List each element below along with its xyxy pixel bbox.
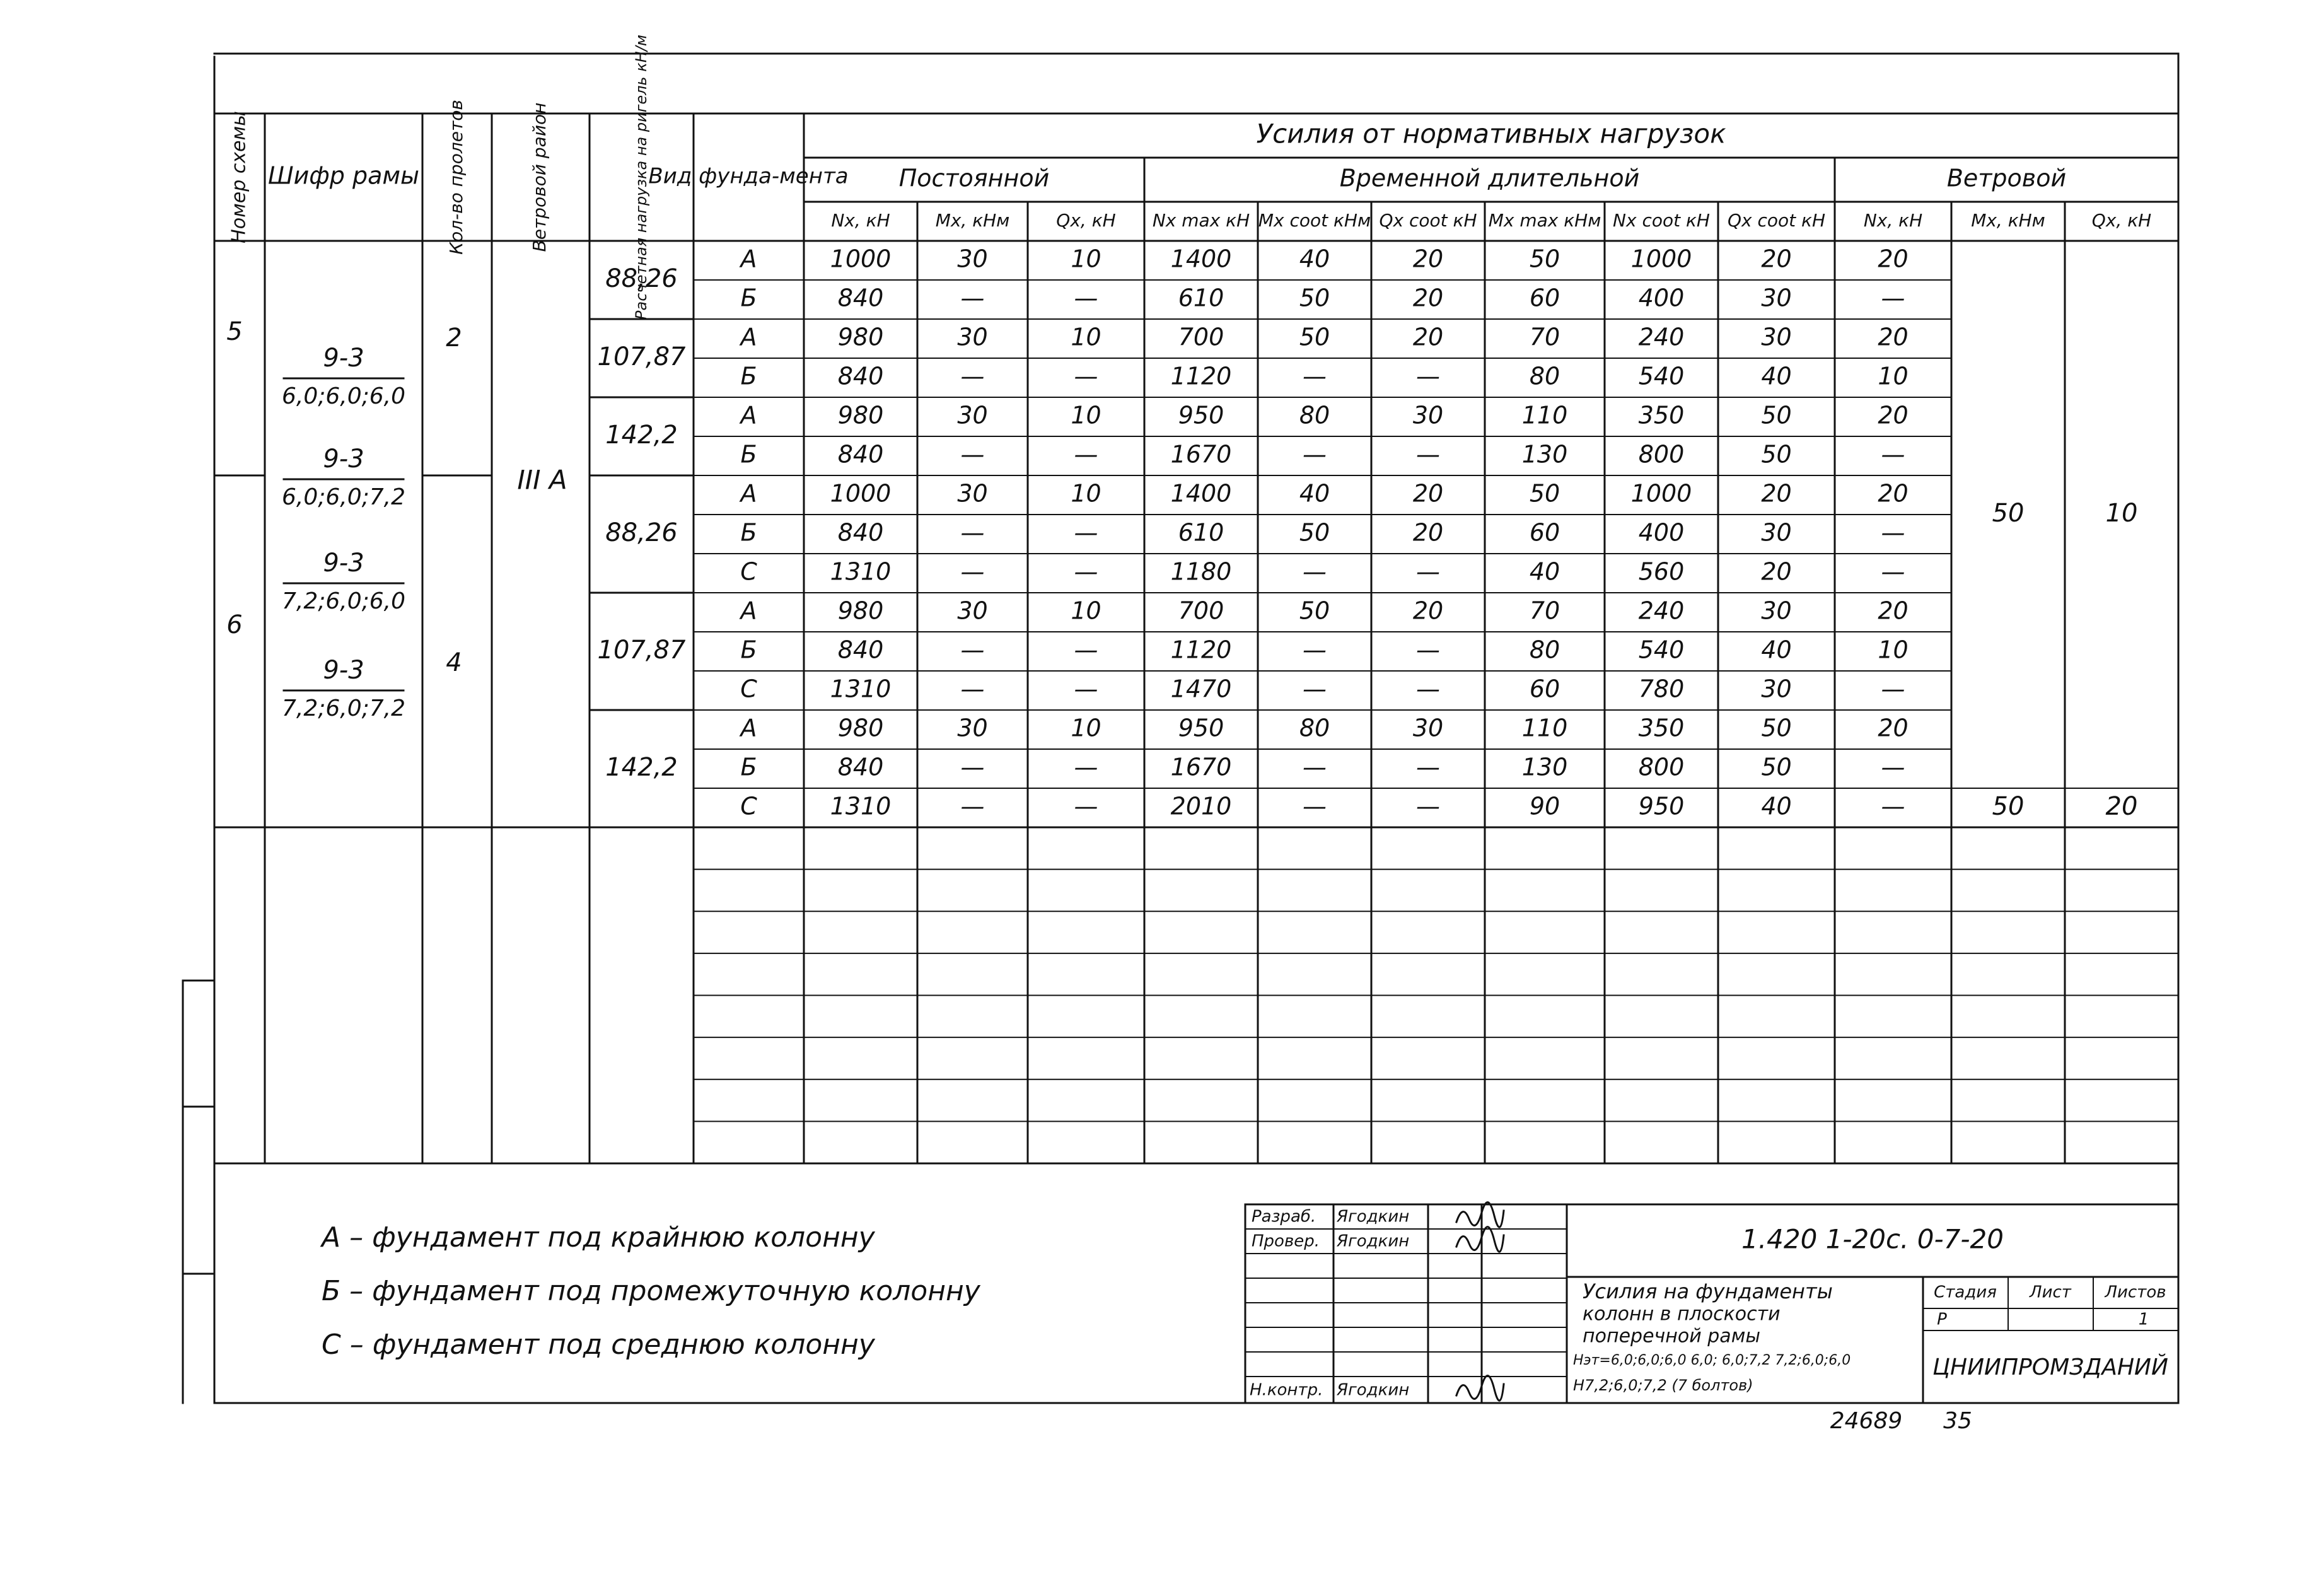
cell-value: 90 [1529,792,1560,820]
cell-value: 30 [957,714,988,742]
cell-value: 30 [957,323,988,351]
cell-value: 40 [1761,636,1792,664]
cell-value: — [1416,675,1440,703]
cell-value: 1400 [1170,479,1232,508]
signature-scribble [1456,1376,1504,1401]
cell-value: 20 [1412,284,1444,312]
header-foundation: Вид фунда-мента [648,163,849,189]
cell-value: 1000 [830,245,892,273]
cell-value: 20 [1412,518,1444,547]
stamp-name: Ягодкин [1337,1380,1410,1400]
cell-value: — [1074,362,1098,390]
load-value: 142,2 [605,753,678,782]
cell-value: 980 [837,401,884,429]
cell-value: 130 [1521,753,1568,781]
foundation-type: Б [740,440,757,469]
cell-value: 10 [1878,362,1909,390]
header-wind-group: Ветровой [1946,164,2067,192]
stamp-role: Разраб. [1252,1207,1316,1226]
sheets-label: Листов [2105,1283,2166,1302]
legend-line: Б – фундамент под промежуточную колонну [322,1275,980,1307]
cell-value: 1120 [1170,362,1232,390]
cell-value: 20 [1878,597,1909,625]
cell-value: 50 [1299,597,1330,625]
stage-label: Стадия [1934,1283,1997,1302]
cell-value: 700 [1178,597,1224,625]
cell-value: 60 [1529,284,1560,312]
organization-name: ЦНИИПРОМЗДАНИЙ [1932,1354,2168,1380]
cell-value: 1670 [1170,753,1232,781]
cell-value: — [1303,557,1327,586]
spans-value: 4 [446,648,462,677]
cell-value: — [960,362,985,390]
cell-value: — [1416,792,1440,820]
cell-value: 110 [1521,401,1568,429]
cell-value: 840 [837,284,884,312]
header-load: Расчетная нагрузка на ригель кН/м [632,35,650,320]
legend-line: С – фундамент под среднюю колонну [322,1329,875,1361]
spans-value: 2 [446,323,462,352]
stage-value: Р [1937,1310,1947,1329]
cell-value: 20 [1878,401,1909,429]
frame-code-bottom: 6,0;6,0;7,2 [281,484,406,510]
cell-value: 30 [957,245,988,273]
subheader-w_mx: Mx, кНм [1971,210,2045,231]
cell-value: 50 [1761,753,1792,781]
cell-value: 240 [1638,323,1685,351]
header-wind: Ветровой район [529,102,550,252]
cell-value: 80 [1299,714,1330,742]
cell-value: 80 [1299,401,1330,429]
cell-value: 980 [837,714,884,742]
stamp-name: Ягодкин [1337,1207,1410,1226]
cell-value: 50 [1761,714,1792,742]
frame-code-bottom: 7,2;6,0;6,0 [281,588,406,614]
cell-value: — [1881,753,1905,781]
cell-value: 540 [1638,362,1685,390]
stamp-role: Провер. [1252,1231,1320,1251]
cell-value: 20 [1878,245,1909,273]
stamp-title: поперечной рамы [1583,1325,1761,1348]
cell-value: 700 [1178,323,1224,351]
cell-value: — [1074,792,1098,820]
cell-value: 350 [1638,714,1685,742]
subheader-p_qx: Qx, кН [1056,210,1116,231]
cell-value: 800 [1638,440,1685,469]
cell-value: 20 [1878,479,1909,508]
cell-value: 50 [1529,245,1560,273]
cell-value: — [1074,557,1098,586]
foundation-type: Б [740,284,757,312]
cell-value: — [1074,753,1098,781]
subheader-t_mcoot: Mx coot кНм [1258,210,1371,231]
subheader-w_qx: Qx, кН [2091,210,2152,231]
cell-value: 400 [1638,284,1685,312]
cell-value: 40 [1761,792,1792,820]
cell-value: 30 [957,401,988,429]
cell-value: 10 [1071,323,1101,351]
cell-value: 840 [837,753,884,781]
cell-value: — [1074,440,1098,469]
sheet-label: Лист [2030,1283,2071,1302]
cell-value: — [1074,636,1098,664]
sheets-value: 1 [2138,1310,2149,1329]
cell-value: 50 [1761,440,1792,469]
foundation-type: А [740,714,757,742]
cell-value: 560 [1638,557,1685,586]
cell-value: — [1074,284,1098,312]
cell-value: 10 [1071,401,1101,429]
cell-value: 10 [1071,597,1101,625]
stamp-title: Усилия на фундаменты [1583,1279,1833,1303]
cell-value: 610 [1178,518,1224,547]
cell-value: 60 [1529,675,1560,703]
cell-value: — [1303,636,1327,664]
cell-value: — [960,518,985,547]
cell-value: 610 [1178,284,1224,312]
cell-value: 10 [1071,714,1101,742]
cell-value: — [1416,557,1440,586]
frame-code-top: 9-3 [323,549,364,578]
cell-value: — [960,675,985,703]
scheme-number: 6 [226,610,243,639]
cell-value: 840 [837,440,884,469]
cell-value: 20 [1761,245,1792,273]
stamp-title: Нэт=6,0;6,0;6,0 6,0; 6,0;7,2 7,2;6,0;6,0 [1573,1353,1851,1368]
foundation-type: Б [740,518,757,547]
cell-value: 840 [837,518,884,547]
cell-value: 1310 [830,675,892,703]
cell-value: 50 [1299,323,1330,351]
subheader-p_nx: Nx, кН [831,210,890,231]
cell-value: 130 [1521,440,1568,469]
subheader-t_ncoot: Nx coot кН [1613,210,1710,231]
foundation-type: С [740,557,757,586]
stamp-role: Н.контр. [1250,1380,1323,1400]
cell-value: 800 [1638,753,1685,781]
cell-value: — [1881,284,1905,312]
load-value: 88,26 [605,518,678,547]
cell-value: 40 [1299,245,1330,273]
cell-value: 1000 [1630,245,1692,273]
signature-scribble [1456,1202,1504,1228]
cell-value: — [960,284,985,312]
foundation-type: А [740,245,757,273]
cell-value: 400 [1638,518,1685,547]
frame-code-top: 9-3 [323,656,364,685]
frame-code-bottom: 7,2;6,0;7,2 [281,696,406,721]
cell-value: 50 [1761,401,1792,429]
foundation-type: А [740,597,757,625]
cell-value: 20 [1878,323,1909,351]
subheader-t_mmax: Mx max кНм [1488,210,1601,231]
cell-value: 2010 [1170,792,1232,820]
foundation-type: С [740,675,757,703]
cell-value: 980 [837,323,884,351]
header-scheme: Номер схемы [228,111,250,243]
subheader-t_qcoot2: Qx coot кН [1727,210,1826,231]
cell-value: — [960,557,985,586]
cell-value: — [1881,557,1905,586]
cell-value: 10 [1878,636,1909,664]
subheader-w_nx: Nx, кН [1863,210,1923,231]
cell-value: 240 [1638,597,1685,625]
load-value: 107,87 [597,342,686,371]
cell-value: 80 [1529,362,1560,390]
wind-mx-merged: 50 [1992,499,2025,528]
cell-value: 40 [1299,479,1330,508]
frame-code-top: 9-3 [323,445,364,474]
cell-value: — [1074,518,1098,547]
cell-value: — [1416,636,1440,664]
cell-value: 780 [1638,675,1685,703]
cell-value: 1120 [1170,636,1232,664]
cell-value: 30 [957,597,988,625]
foundation-type: С [740,792,757,820]
stamp-title: Н7,2;6,0;7,2 (7 болтов) [1573,1377,1753,1394]
cell-value: 1310 [830,792,892,820]
cell-value: 30 [1761,675,1792,703]
cell-value: 980 [837,597,884,625]
header-permanent: Постоянной [898,164,1050,192]
frame-code-top: 9-3 [323,344,364,373]
inventory-number: 24689 [1830,1408,1903,1434]
cell-value: 10 [1071,245,1101,273]
cell-value: 30 [1761,597,1792,625]
cell-value: 60 [1529,518,1560,547]
cell-value: 840 [837,362,884,390]
cell-value: 540 [1638,636,1685,664]
cell-value: 20 [1412,479,1444,508]
cell-value: 1470 [1170,675,1232,703]
cell-value: — [1881,518,1905,547]
cell-value: — [960,636,985,664]
foundation-type: Б [740,753,757,781]
cell-value: — [960,753,985,781]
cell-value: — [1303,792,1327,820]
cell-value: 110 [1521,714,1568,742]
cell-value: — [1416,753,1440,781]
cell-value: 840 [837,636,884,664]
cell-value: 30 [1412,401,1444,429]
cell-value: — [1074,675,1098,703]
load-value: 107,87 [597,636,686,665]
wind-qx-merged: 10 [2105,499,2138,528]
cell-value: 1670 [1170,440,1232,469]
load-value: 142,2 [605,421,678,450]
cell-value: — [1416,362,1440,390]
cell-value: 30 [1761,284,1792,312]
cell-value: 50 [1299,518,1330,547]
cell-value: 50 [1529,479,1560,508]
cell-value: 50 [1299,284,1330,312]
page-number: 35 [1943,1408,1972,1434]
wind-qx-last: 20 [2105,792,2138,821]
frame-code-bottom: 6,0;6,0;6,0 [281,383,406,409]
legend-line: А – фундамент под крайнюю колонну [322,1221,875,1254]
wind-region-value: III A [517,464,567,496]
cell-value: 1310 [830,557,892,586]
subheader-t_qcoot: Qx coot кН [1379,210,1477,231]
header-code: Шифр рамы [267,161,420,190]
cell-value: — [1303,753,1327,781]
cell-value: 40 [1529,557,1560,586]
cell-value: 20 [1412,597,1444,625]
cell-value: 20 [1761,479,1792,508]
cell-value: 1000 [1630,479,1692,508]
load-value: 88,26 [605,264,678,293]
header-main-group: Усилия от нормативных нагрузок [1256,118,1726,149]
cell-value: 30 [1412,714,1444,742]
scheme-number: 5 [226,317,243,346]
foundation-type: Б [740,362,757,390]
cell-value: — [1881,440,1905,469]
stamp-title: колонн в плоскости [1583,1303,1781,1325]
wind-mx-last: 50 [1992,792,2025,821]
cell-value: 950 [1178,401,1224,429]
cell-value: — [1303,362,1327,390]
header-spans: Кол-во пролетов [446,100,467,255]
subheader-t_nmax: Nx max кН [1152,210,1250,231]
stamp-name: Ягодкин [1337,1231,1410,1251]
cell-value: 20 [1412,245,1444,273]
cell-value: — [1881,792,1905,820]
cell-value: 10 [1071,479,1101,508]
cell-value: 1000 [830,479,892,508]
cell-value: 350 [1638,401,1685,429]
cell-value: 70 [1529,323,1560,351]
header-temporary: Временной длительной [1339,164,1640,192]
foundation-type: Б [740,636,757,664]
subheader-p_mx: Mx, кНм [935,210,1010,231]
cell-value: — [1881,675,1905,703]
cell-value: — [960,440,985,469]
drawing-code: 1.420 1-20с. 0-7-20 [1741,1223,2004,1255]
cell-value: 30 [1761,323,1792,351]
cell-value: 1180 [1170,557,1232,586]
cell-value: 30 [1761,518,1792,547]
cell-value: 950 [1638,792,1685,820]
cell-value: 20 [1761,557,1792,586]
cell-value: — [1416,440,1440,469]
foundation-type: А [740,323,757,351]
foundation-type: А [740,401,757,429]
cell-value: 950 [1178,714,1224,742]
cell-value: — [1303,440,1327,469]
cell-value: — [960,792,985,820]
cell-value: 20 [1878,714,1909,742]
cell-value: 1400 [1170,245,1232,273]
cell-value: 20 [1412,323,1444,351]
cell-value: 80 [1529,636,1560,664]
cell-value: 40 [1761,362,1792,390]
signature-scribble [1456,1227,1504,1252]
foundation-type: А [740,479,757,508]
cell-value: — [1303,675,1327,703]
cell-value: 70 [1529,597,1560,625]
cell-value: 30 [957,479,988,508]
